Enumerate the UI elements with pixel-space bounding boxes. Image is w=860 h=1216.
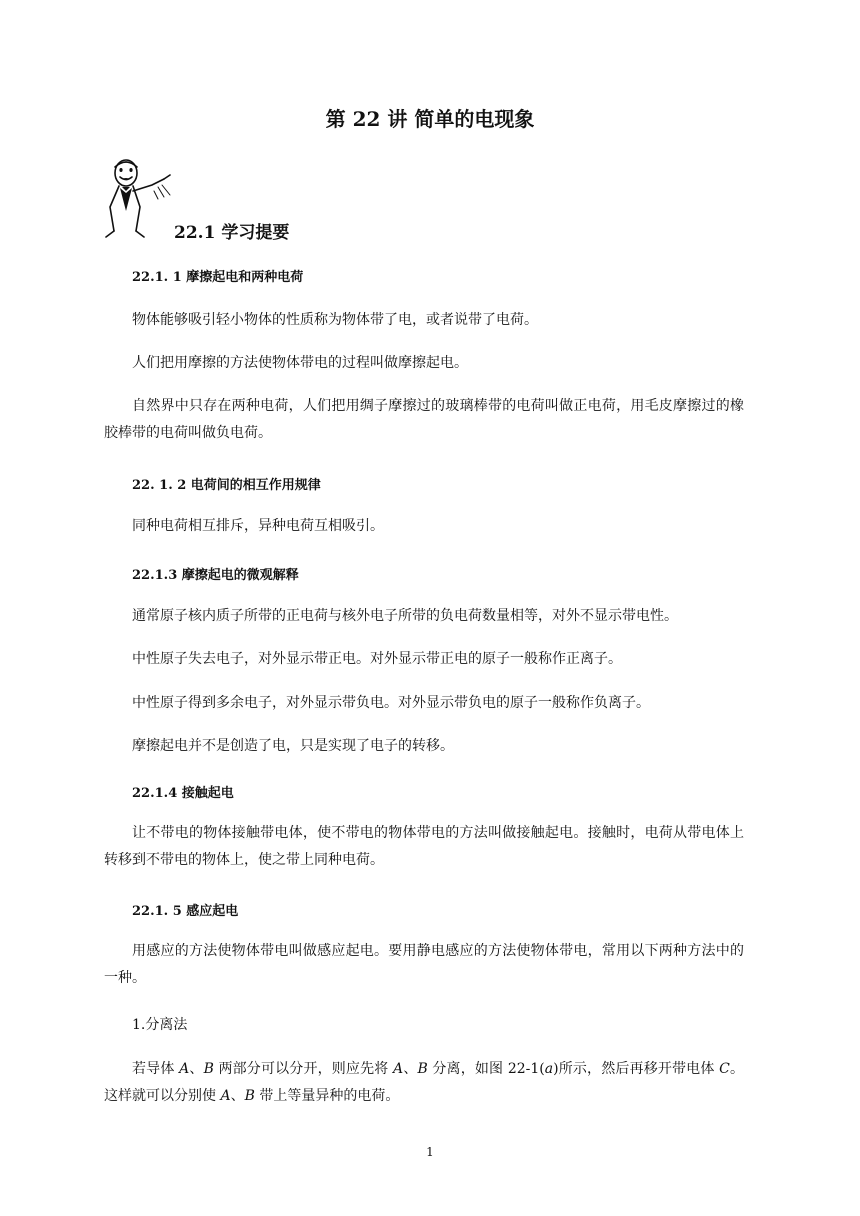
page-title: 第 22 讲 简单的电现象 [325,107,535,131]
paragraph: 人们把用摩擦的方法使物体带电的过程叫做摩擦起电。 [132,355,468,371]
subsection-heading-22-1-4: 22.1.4 接触起电 [132,786,234,801]
cartoon-teacher-icon [100,155,176,239]
subsection-heading-22-1-5: 22.1. 5 感应起电 [132,904,239,919]
section-heading: 22.1 学习提要 [174,223,290,243]
paragraph: 1.分离法 [132,1017,188,1033]
paragraph: 用感应的方法使物体带电叫做感应起电。要用静电感应的方法使物体带电，常用以下两种方法中的一种。 [104,943,744,986]
paragraph: 中性原子得到多余电子，对外显示带负电。对外显示带负电的原子一般称作负离子。 [132,695,650,711]
subsection-heading-22-1-2: 22. 1. 2 电荷间的相互作用规律 [132,478,321,493]
paragraph: 通常原子核内质子所带的正电荷与核外电子所带的负电荷数量相等，对外不显示带电性。 [132,608,678,624]
paragraph: 若导体 A、B 两部分可以分开，则应先将 A、B 分离，如图 22-1(a)所示，然后再移开带电体 C。这样就可以分别使 A、B 带上等量异种的电荷。 [104,1061,745,1104]
paragraph: 物体能够吸引轻小物体的性质称为物体带了电，或者说带了电荷。 [132,312,538,328]
subsection-heading-22-1-3: 22.1.3 摩擦起电的微观解释 [132,568,299,583]
subsection-heading-22-1-1: 22.1. 1 摩擦起电和两种电荷 [132,270,304,285]
page-number: 1 [426,1145,434,1159]
paragraph: 让不带电的物体接触带电体，使不带电的物体带电的方法叫做接触起电。接触时，电荷从带电体上转移到不带电的物体上，使之带上同种电荷。 [104,825,744,868]
paragraph: 中性原子失去电子，对外显示带正电。对外显示带正电的原子一般称作正离子。 [132,651,622,667]
paragraph: 自然界中只存在两种电荷，人们把用绸子摩擦过的玻璃棒带的电荷叫做正电荷，用毛皮摩擦过的橡胶棒带的电荷叫做负电荷。 [104,398,744,441]
paragraph: 同种电荷相互排斥，异种电荷互相吸引。 [132,518,384,534]
paragraph: 摩擦起电并不是创造了电，只是实现了电子的转移。 [132,738,454,754]
